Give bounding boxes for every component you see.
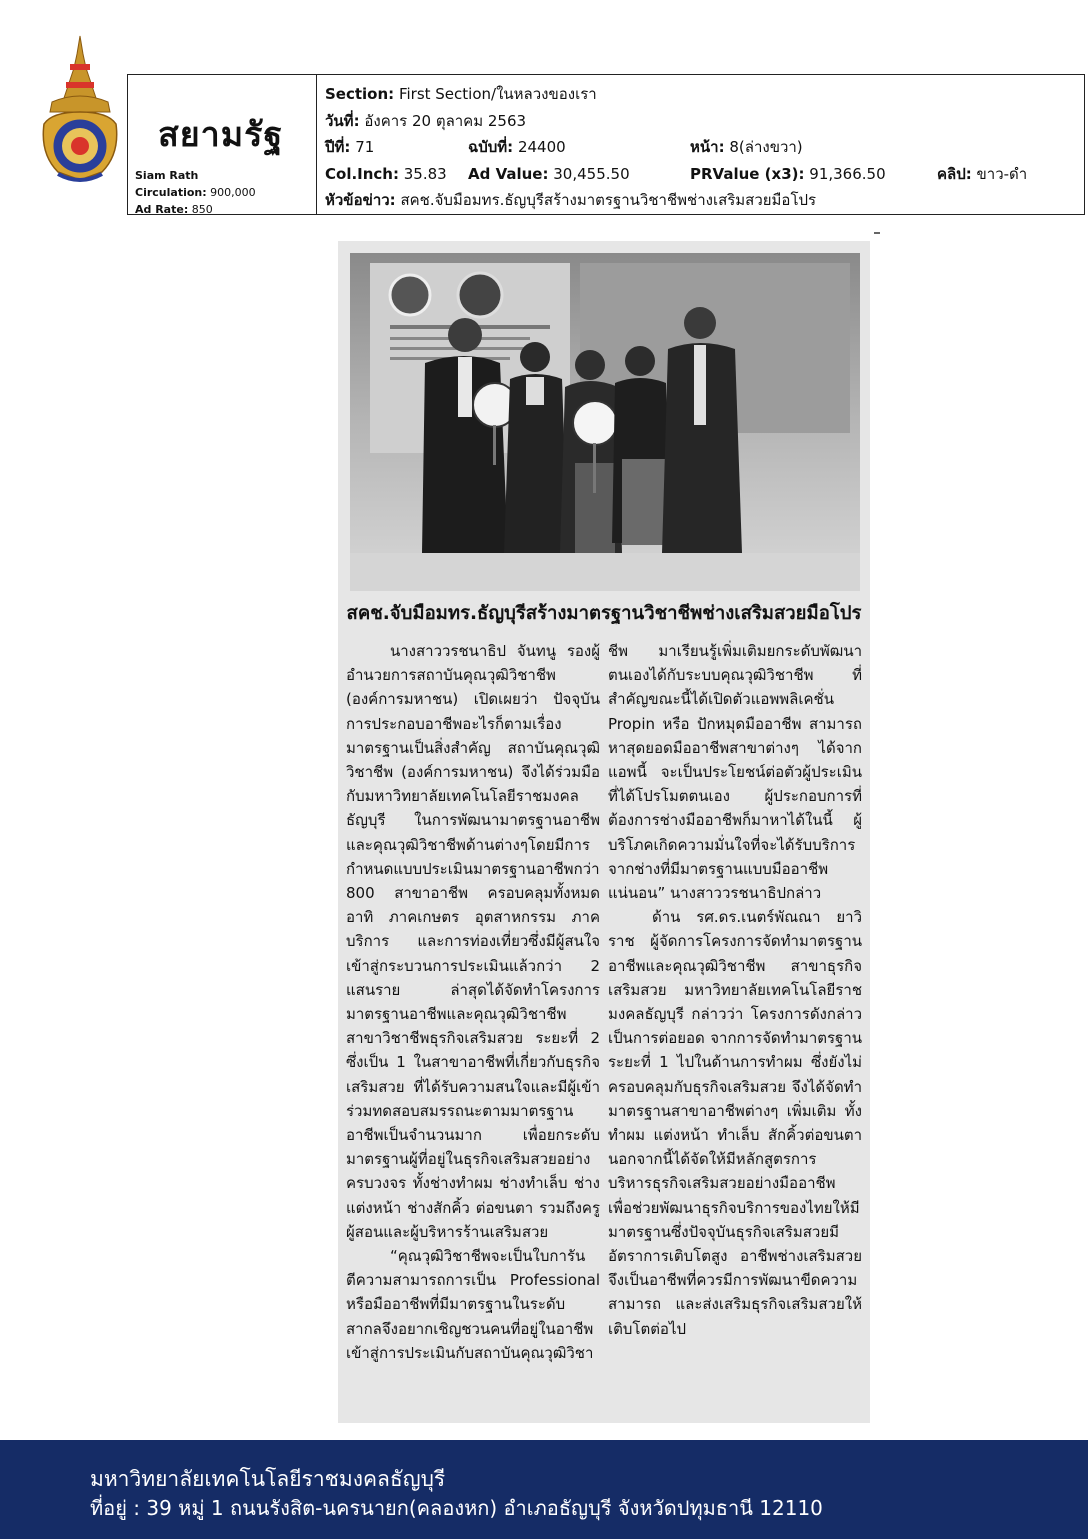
advalue-value: 30,455.50	[553, 164, 630, 183]
date-value: อังคาร 20 ตุลาคม 2563	[364, 111, 527, 130]
article-photo	[350, 253, 860, 591]
issue-row	[325, 134, 1078, 161]
prvalue-label: PRValue (x3):	[690, 164, 805, 183]
clipping-header	[127, 74, 1085, 215]
issue-label: ฉบับที่:	[468, 138, 514, 156]
section-label: Section:	[325, 85, 395, 103]
clip-label: คลิป:	[937, 164, 972, 183]
section-row	[325, 81, 1078, 108]
article-paragraph: นางสาววรชนาธิป จันทนู รองผู้อำนวยการสถาบันคุณวุฒิวิชาชีพ (องค์การมหาชน) เปิดเผยว่า ปัจจุบันการประกอบอาชีพอะไรก็ตามเรื่องมาตรฐานเป็นสิ่งสำคัญ สถาบันคุณวุฒิวิชาชีพ (องค์การมหาชน) จึงได้ร่วมมือกับมหาวิทยาลัยเทคโนโลยีราชมงคลธัญบุรี ในการพัฒนามาตรฐานอาชีพและคุณวุฒิวิชาชีพด้านต่างๆโดยมีการกำหนดแบบประเมินมาตรฐานอาชีพกว่า 800 สาขาอาชีพ ครอบคลุมทั้งหมด อาทิ ภาคเกษตร อุตสาหกรรม ภาคบริการ และการท่องเที่ยวซึ่งมีผู้สนใจเข้าสู่กระบวนการประเมินแล้วกว่า 2 แสนราย ล่าสุดได้จัดทำโครงการมาตรฐานอาชีพและคุณวุฒิวิชาชีพสาขาวิชาชีพธุรกิจเสริมสวย ระยะที่ 2 ซึ่งเป็น 1 ในสาขาอาชีพที่เกี่ยวกับธุรกิจเสริมสวย ที่ได้รับความสนใจและมีผู้เข้าร่วมทดสอบสมรรถนะตามมาตรฐานอาชีพเป็นจำนวนมาก เพื่อยกระดับมาตรฐานผู้ที่อยู่ในธุรกิจเสริมสวยอย่างครบวงจร ทั้งช่างทำผม ช่างทำเล็บ ช่างแต่งหน้า ช่างสักคิ้ว ต่อขนตา รวมถึงครูผู้สอนและผู้บริหารร้านเสริมสวย	[346, 642, 600, 1241]
publication-meta	[135, 167, 256, 218]
clip-value: ขาว-ดำ	[976, 164, 1028, 183]
news-label: หัวข้อข่าว:	[325, 191, 396, 209]
article-clipping	[338, 241, 870, 1423]
value-row	[325, 161, 1078, 188]
ad-rate-value: 850	[191, 203, 213, 216]
article-headline: สคช.จับมือมทร.ธัญบุรีสร้างมาตรฐานวิชาชีพช่างเสริมสวยมือโปร	[346, 603, 862, 624]
colinch-value: 35.83	[403, 164, 447, 183]
circulation-value: 900,000	[210, 186, 256, 199]
clipping-details	[325, 81, 1078, 214]
news-value: สคช.จับมือมทร.ธัญบุรีสร้างมาตรฐานวิชาชีพช่างเสริมสวยมือโปร	[400, 191, 817, 209]
article-paragraph: “คุณวุฒิวิชาชีพจะเป็นใบการันตีความสามารถการเป็น Professional หรือมืออาชีพที่มีมาตรฐานในระดับสากลจึงอยากเชิญชวนคนที่อยู่ในอาชีพเข้าสู่การประเมินกับสถาบันคุณวุฒิวิชา	[346, 1247, 600, 1362]
date-label: วันที่:	[325, 111, 360, 130]
section-value: First Section/ในหลวงของเรา	[398, 85, 597, 103]
footer-bar	[0, 1440, 1088, 1539]
article-paragraph: ชีพ มาเรียนรู้เพิ่มเติมยกระดับพัฒนาตนเองได้กับระบบคุณวุฒิวิชาชีพ ที่สำคัญขณะนี้ได้เปิดตัวแอพพลิเคชั่น Propin หรือ ปักหมุดมืออาชีพ สามารถหาสุดยอดมืออาชีพสาขาต่างๆ ได้จากแอพนี้ จะเป็นประโยชน์ต่อตัวผู้ประเมิน ที่ได้โปรโมตตนเอง ผู้ประกอบการที่ต้องการช่างมืออาชีพก็มาหาได้ในนี้ ผู้บริโภคเกิดความมั่นใจที่จะได้รับบริการ จากช่างที่มีมาตรฐานแบบมืออาชีพแน่นอน” นางสาววรชนาธิปกล่าว	[608, 642, 862, 903]
prvalue-value: 91,366.50	[809, 164, 886, 183]
pub-en-name: Siam Rath	[135, 169, 199, 182]
circulation-label: Circulation:	[135, 186, 207, 199]
article-column-left	[346, 639, 600, 1365]
advalue-label: Ad Value:	[468, 164, 549, 183]
university-logo	[38, 34, 122, 184]
colinch-label: Col.Inch:	[325, 164, 399, 183]
ad-rate-label: Ad Rate:	[135, 203, 189, 216]
date-row	[325, 108, 1078, 135]
article-column-right	[608, 639, 862, 1341]
year-value: 71	[355, 138, 375, 156]
scan-mark	[874, 232, 880, 234]
issue-value: 24400	[517, 138, 566, 156]
footer-university-name: มหาวิทยาลัยเทคโนโลยีราชมงคลธัญบุรี	[90, 1467, 446, 1491]
footer-address: ที่อยู่ : 39 หมู่ 1 ถนนรังสิต-นครนายก(คลองหก) อำเภอธัญบุรี จังหวัดปทุมธานี 12110	[90, 1496, 823, 1520]
page-label: หน้า:	[690, 138, 725, 156]
publication-name: สยามรัฐ	[158, 115, 284, 155]
page-value: 8(ล่างขวา)	[729, 138, 803, 156]
news-row	[325, 187, 1078, 214]
article-paragraph: ด้าน รศ.ดร.เนตร์พัณณา ยาวิราช ผู้จัดการโครงการจัดทำมาตรฐานอาชีพและคุณวุฒิวิชาชีพ สาขาธุรกิจเสริมสวย มหาวิทยาลัยเทคโนโลยีราชมงคลธัญบุรี กล่าวว่า โครงการดังกล่าวเป็นการต่อยอด จากการจัดทำมาตรฐานระยะที่ 1 ไปในด้านการทำผม ซึ่งยังไม่ครอบคลุมกับธุรกิจเสริมสวย จึงได้จัดทำมาตรฐานสาขาอาชีพต่างๆ เพิ่มเติม ทั้งทำผม แต่งหน้า ทำเล็บ สักคิ้วต่อขนตา นอกจากนี้ได้จัดให้มีหลักสูตรการบริหารธุรกิจเสริมสวยอย่างมืออาชีพ เพื่อช่วยพัฒนาธุรกิจบริการของไทยให้มีมาตรฐานซึ่งปัจจุบันธุรกิจเสริมสวยมีอัตราการเติบโตสูง อาชีพช่างเสริมสวยจึงเป็นอาชีพที่ควรมีการพัฒนาขีดความสามารถ และส่งเสริมธุรกิจเสริมสวยให้เติบโตต่อไป	[608, 908, 862, 1338]
year-label: ปีที่:	[325, 138, 351, 156]
publication-box	[128, 75, 317, 214]
